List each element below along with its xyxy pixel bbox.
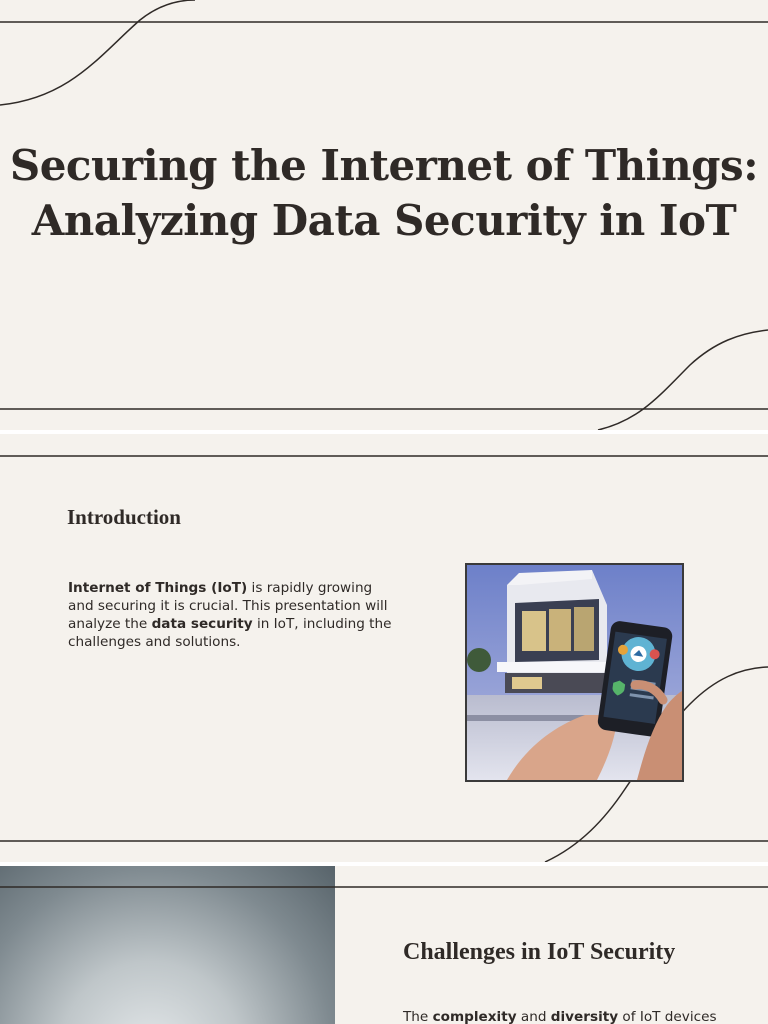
background-image-panel bbox=[0, 866, 335, 1024]
term-data-security: data security bbox=[151, 616, 253, 632]
title-slide bbox=[0, 0, 768, 430]
text-segment: of IoT devices bbox=[618, 1009, 717, 1024]
challenges-slide bbox=[0, 866, 768, 1024]
smart-home-phone-image bbox=[465, 563, 684, 782]
title-line-1: Securing the Internet of Things: bbox=[9, 141, 759, 190]
text-segment: is rapidly growing and securing it is crucial. This presentation will analyze the bbox=[68, 580, 388, 632]
introduction-text bbox=[68, 579, 398, 651]
term-diversity: diversity bbox=[550, 1009, 619, 1024]
term-iot: Internet of Things (IoT) bbox=[68, 580, 248, 596]
introduction-slide bbox=[0, 434, 768, 862]
page-title bbox=[0, 138, 768, 248]
title-line-2: Analyzing Data Security in IoT bbox=[31, 196, 737, 245]
text-segment: in IoT, including the challenges and solutions. bbox=[68, 616, 392, 650]
challenges-heading: Challenges in IoT Security bbox=[403, 939, 676, 965]
text-segment: The bbox=[403, 1009, 433, 1024]
text-segment: and bbox=[516, 1009, 551, 1024]
term-complexity: complexity bbox=[432, 1009, 517, 1024]
introduction-heading: Introduction bbox=[67, 505, 181, 529]
challenges-text bbox=[403, 1008, 743, 1024]
